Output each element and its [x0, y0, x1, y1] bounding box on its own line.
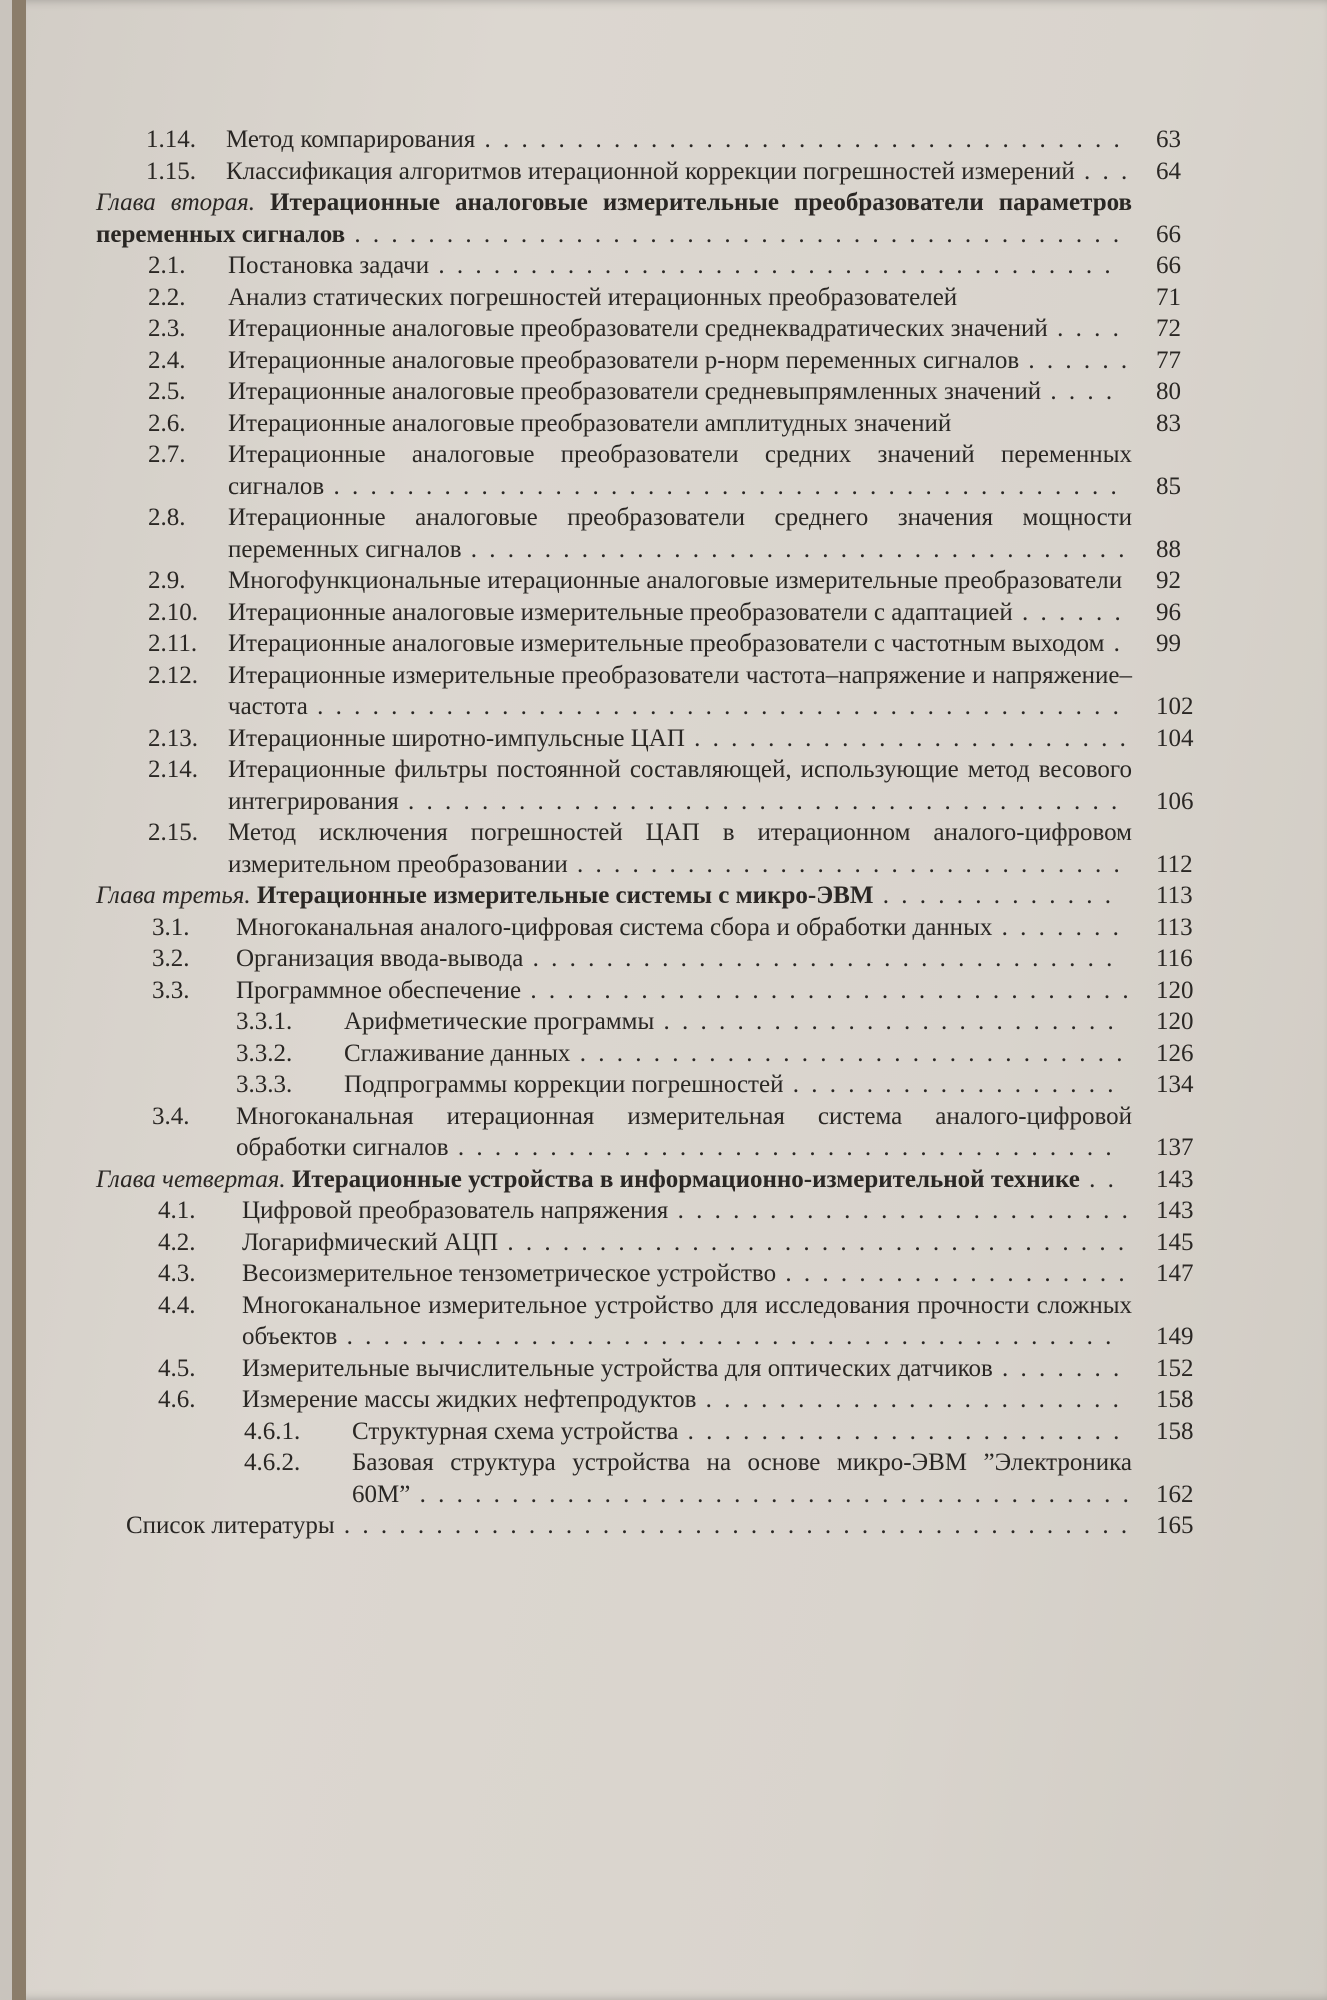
toc-entry: [96, 1384, 1208, 1416]
toc-entry: [96, 565, 1208, 597]
entry-title-block: [344, 1038, 1132, 1070]
entry-title: Итерационные аналоговые измерительные преобразователи с частотным выходом: [228, 630, 1105, 657]
toc-entry: [126, 1510, 1208, 1542]
entry-number: 3.1.: [152, 913, 190, 941]
entry-title-block: [236, 975, 1132, 1007]
page-number: 112: [1156, 850, 1193, 878]
entry-title-block: [242, 1195, 1132, 1227]
toc-entry: [96, 282, 1208, 314]
toc-entry: [96, 1353, 1208, 1385]
entry-number: 4.6.2.: [244, 1449, 301, 1476]
entry-title: Итерационные измерительные преобразователи частота–напряжение и напряжение–частота: [228, 661, 1132, 720]
entry-number: 2.15.: [148, 819, 198, 846]
page-number: 165: [1156, 1512, 1194, 1539]
toc-entry: [96, 187, 1208, 250]
entry-title-block: [228, 817, 1132, 880]
page-number: 66: [1156, 220, 1181, 248]
chapter-heading: [96, 187, 1132, 250]
toc-entry: [96, 723, 1208, 755]
page-number: 83: [1156, 409, 1181, 437]
dot-leader: . . . . . . . . . . . . . . . . . . . . . . . . . . . . . . . . . .: [498, 1228, 1128, 1256]
page-number: 64: [1156, 157, 1181, 185]
entry-number: 3.3.: [152, 976, 190, 1004]
entry-title-block: [228, 376, 1132, 408]
toc-entry: [96, 376, 1208, 408]
dot-leader: . . . . . . .: [992, 913, 1122, 941]
entry-title: Постановка задачи: [228, 252, 430, 279]
toc-entry: [96, 1164, 1208, 1196]
entry-title: Программное обеспечение: [236, 976, 522, 1004]
entry-title-block: [352, 1416, 1132, 1448]
entry-title: Логарифмический АЦП: [242, 1228, 499, 1256]
entry-title-block: [228, 313, 1132, 345]
toc-entry: [96, 660, 1208, 723]
entry-title-block: [228, 345, 1132, 377]
dot-leader: . . . . . . . . . . . . . . . . . . . . . . . . . . . . . . . . . . . .: [461, 535, 1128, 563]
page-number: 102: [1156, 693, 1194, 720]
entry-title-block: [126, 1510, 1132, 1542]
dot-leader: . . . . . . . . . . . . . . . . . . . . . . . . . . . . . . . . . . . . . . . . . .: [345, 220, 1123, 248]
entry-number: 3.2.: [152, 945, 190, 972]
entry-title-block: [242, 1384, 1132, 1416]
entry-title: Подпрограммы коррекции погрешностей: [344, 1071, 784, 1098]
dot-leader: . . . . . . . . . . . . . . . . . . . . . . . . . . . . . . . . . . . . .: [429, 252, 1114, 279]
toc-entry: [96, 975, 1208, 1007]
page-number: 96: [1156, 598, 1181, 626]
dot-leader: . . . . . . . . . . . . . . . . . . . . . . .: [696, 1386, 1122, 1413]
entry-title: Итерационные аналоговые преобразователи р-норм переменных сигналов: [228, 346, 1020, 374]
entry-number: 3.3.3.: [236, 1071, 293, 1098]
entry-title: Итерационные аналоговые преобразователи средневыпрямленных значений: [228, 378, 1042, 405]
entry-number: 2.6.: [148, 409, 186, 437]
dot-leader: . . . . . . . . . . . . . . . . . . . . . . . . . . . . . . . . .: [521, 976, 1132, 1004]
page-number: 106: [1156, 787, 1194, 815]
entry-title-block: [228, 597, 1132, 629]
entry-number: 2.2.: [148, 283, 186, 311]
entry-title: Базовая структура устройства на основе микро-ЭВМ ”Электроника 60М”: [352, 1449, 1132, 1508]
entry-title-block: [242, 1290, 1132, 1353]
entry-title-block: [228, 660, 1132, 723]
entry-title-block: [228, 502, 1132, 565]
dot-leader: . . . .: [1047, 315, 1122, 342]
dot-leader: . . . . . . . . . . . . . . . . . . . . . . . . .: [668, 1197, 1131, 1224]
entry-title: Весоизмерительное тензометрическое устройство: [242, 1260, 777, 1287]
entry-title: Многоканальная аналого-цифровая система сбора и обработки данных: [236, 913, 993, 941]
entry-title-block: [236, 912, 1132, 944]
dot-leader: . . . . . . . . . . . . . . . . . . . . . . . . . . . . . . . . . . . . . . .: [398, 787, 1121, 815]
entry-number: 4.4.: [158, 1291, 196, 1319]
entry-number: 2.14.: [148, 756, 198, 783]
entry-number: 2.11.: [148, 630, 198, 657]
entry-number: 2.10.: [148, 598, 198, 626]
toc-entry: [96, 628, 1208, 660]
entry-number: 3.4.: [152, 1102, 190, 1130]
toc-entry: [96, 1416, 1208, 1448]
entry-title: Многоканальная итерационная измерительная система аналого-цифровой обработки сигналов: [236, 1102, 1132, 1161]
toc-entry: [96, 880, 1208, 912]
page-number: 92: [1156, 567, 1181, 594]
entry-title-block: [352, 1447, 1132, 1510]
entry-title-block: [228, 565, 1132, 597]
entry-number: 3.3.1.: [236, 1008, 293, 1035]
page-number: 113: [1156, 913, 1193, 941]
entry-title-block: [242, 1258, 1132, 1290]
entry-title: Итерационные аналоговые преобразователи среднего значения мощности переменных сигналов: [228, 504, 1132, 563]
chapter-label: Глава третья.: [96, 882, 251, 909]
entry-title: Метод исключения погрешностей ЦАП в итерационном аналого-цифровом измерительном преобразовании: [228, 819, 1132, 878]
entry-title-block: [242, 1353, 1132, 1385]
page-number: 72: [1156, 315, 1181, 342]
toc-entry: [96, 912, 1208, 944]
dot-leader: . . . . . . . . . . . . . . . . . . . . . . . . . . . . . . . . . . . . . . . . . . .: [334, 1512, 1131, 1539]
entry-number: 2.8.: [148, 504, 186, 531]
dot-leader: .: [1104, 630, 1123, 657]
entry-title-block: [242, 1227, 1132, 1259]
entry-number: 4.5.: [158, 1354, 196, 1382]
entry-number: 2.13.: [148, 724, 198, 752]
toc-entry: [96, 439, 1208, 502]
page-number: 77: [1156, 346, 1181, 374]
table-of-contents: [96, 124, 1208, 1542]
entry-title-block: [226, 124, 1132, 156]
entry-title: Организация ввода-вывода: [236, 945, 524, 972]
chapter-heading: [96, 1164, 1132, 1196]
entry-number: 3.3.2.: [236, 1039, 293, 1067]
dot-leader: . . . . . . . . . . . . . . . . . . . . . . . . . . . . . .: [570, 1039, 1126, 1067]
toc-entry: [96, 1038, 1208, 1070]
page-number: 99: [1156, 630, 1181, 657]
toc-entry: [96, 408, 1208, 440]
page-number: 85: [1156, 472, 1181, 500]
page-edge: [12, 0, 26, 2000]
chapter-label: Глава вторая.: [96, 189, 256, 216]
page-number: 149: [1156, 1323, 1194, 1350]
toc-entry: [96, 156, 1208, 188]
page-number: 145: [1156, 1228, 1194, 1256]
book-page: [12, 0, 1327, 2000]
page-number: 120: [1156, 976, 1194, 1004]
entry-title-block: [344, 1006, 1132, 1038]
dot-leader: . . . . . . . . . . . . . . . . . . . . . . . . . . . . . . . .: [523, 945, 1116, 972]
toc-entry: [96, 1195, 1208, 1227]
page-number: 147: [1156, 1260, 1194, 1287]
dot-leader: . . . . . . . . . . . . . . . . . . . . . . . . . . . . . . . . . . . .: [448, 1134, 1115, 1161]
dot-leader: . . . . . . . . . . . . . . . . . . .: [776, 1260, 1128, 1287]
entry-title-block: [228, 439, 1132, 502]
toc-entry: [96, 250, 1208, 282]
entry-title-block: [236, 943, 1132, 975]
toc-entry: [96, 1258, 1208, 1290]
entry-title: Итерационные аналоговые преобразователи среднеквадратических значений: [228, 315, 1048, 342]
toc-entry: [96, 943, 1208, 975]
toc-entry: [96, 1290, 1208, 1353]
entry-number: 2.1.: [148, 252, 186, 279]
toc-entry: [96, 817, 1208, 880]
page-number: 162: [1156, 1480, 1194, 1508]
dot-leader: . . . . . . . . . . . . . . . . . . . . . . . . . . . . . . . . . . .: [475, 126, 1123, 153]
entry-title: Измерительные вычислительные устройства для оптических датчиков: [242, 1354, 993, 1382]
page-number: 134: [1156, 1071, 1194, 1098]
page-number: 158: [1156, 1417, 1194, 1445]
page-number: 137: [1156, 1134, 1194, 1161]
page-number: 126: [1156, 1039, 1194, 1067]
dot-leader: . . . . . . . . . . . . . . . . . . . . . . . .: [684, 724, 1129, 752]
entry-number: 4.2.: [158, 1228, 196, 1256]
toc-entry: [96, 345, 1208, 377]
page-number: 104: [1156, 724, 1194, 752]
dot-leader: . . . . . . . . . . . . . . . . . . . . . . . . . . . . . . . . . . . . . . . . . . .: [324, 472, 1120, 500]
entry-title-block: [228, 628, 1132, 660]
entry-title-block: [236, 1101, 1132, 1164]
entry-title-block: [228, 408, 1132, 440]
entry-number: 1.14.: [146, 126, 196, 153]
dot-leader: . . . . . . . . . . . . . . . . . . . . . . . . .: [654, 1008, 1117, 1035]
dot-leader: . . . . . . . . . . . . .: [873, 882, 1114, 909]
entry-number: 4.6.: [158, 1386, 196, 1413]
entry-title-block: [226, 156, 1132, 188]
page-number: 152: [1156, 1354, 1194, 1382]
chapter-heading: [96, 880, 1132, 912]
entry-number: 2.4.: [148, 346, 186, 374]
entry-title: Многоканальное измерительное устройство для исследования прочности сложных объектов: [242, 1291, 1132, 1350]
toc-entry: [96, 1227, 1208, 1259]
chapter-title: Итерационные измерительные системы с микро-ЭВМ: [256, 882, 874, 909]
toc-entry: [96, 124, 1208, 156]
entry-number: 2.9.: [148, 567, 186, 594]
toc-entry: [96, 754, 1208, 817]
toc-entry: [96, 313, 1208, 345]
entry-number: 4.1.: [158, 1197, 196, 1224]
entry-title: Сглаживание данных: [344, 1039, 571, 1067]
dot-leader: . . . . . . . . . . . . . . . . . . . . . . . . . . . . . .: [567, 850, 1123, 878]
dot-leader: . . . . . . . . . . . . . . . . . . . . . . . . . . . . . . . . . . . . . . .: [410, 1480, 1132, 1508]
toc-entry: [96, 1101, 1208, 1164]
page-number: 120: [1156, 1008, 1194, 1035]
page-number: 143: [1156, 1197, 1194, 1224]
entry-number: 2.5.: [148, 378, 186, 405]
page-number: 80: [1156, 378, 1181, 405]
dot-leader: . .: [1079, 1165, 1117, 1193]
page-number: 116: [1156, 945, 1193, 972]
entry-title: Анализ статических погрешностей итерационных преобразователей: [228, 283, 958, 311]
toc-entry: [96, 502, 1208, 565]
chapter-label: Глава четвертая.: [96, 1165, 286, 1193]
entry-title: Итерационные аналоговые преобразователи средних значений переменных сигналов: [228, 441, 1132, 500]
page-number: 113: [1156, 882, 1193, 909]
page-number: 158: [1156, 1386, 1194, 1413]
dot-leader: . . . . . . . . . . . . . . . . . . . . . . . . . . . . . . . . . . . . . . . . . . . .: [307, 693, 1122, 720]
entry-title-block: [344, 1069, 1132, 1101]
entry-title-block: [228, 723, 1132, 755]
entry-title: Измерение массы жидких нефтепродуктов: [242, 1386, 697, 1413]
entry-title: Итерационные широтно-импульсные ЦАП: [228, 724, 685, 752]
entry-title-block: [228, 282, 1132, 314]
dot-leader: . . . . . . . . . . . . . . . . . . . . . . . .: [678, 1417, 1123, 1445]
page-number: 66: [1156, 252, 1181, 279]
entry-title-block: [228, 754, 1132, 817]
entry-title: Метод компарирования: [226, 126, 476, 153]
toc-entry: [96, 1447, 1208, 1510]
page-number: 71: [1156, 283, 1181, 311]
entry-title: Цифровой преобразователь напряжения: [242, 1197, 669, 1224]
entry-number: 2.3.: [148, 315, 186, 342]
entry-title: Итерационные аналоговые измерительные преобразователи с адаптацией: [228, 598, 1013, 626]
dot-leader: . . . .: [1041, 378, 1116, 405]
dot-leader: . . . . . .: [1012, 598, 1124, 626]
page-number: 88: [1156, 535, 1181, 563]
toc-entry: [96, 597, 1208, 629]
entry-number: 4.3.: [158, 1260, 196, 1287]
dot-leader: . . . . . . .: [992, 1354, 1123, 1382]
entry-title: Структурная схема устройства: [352, 1417, 679, 1445]
entry-title: Арифметические программы: [344, 1008, 655, 1035]
page-number: 63: [1156, 126, 1181, 153]
dot-leader: . . . . . . . . . . . . . . . . . . . . . . . . . . . . . . . . . . . . . . . . . .: [337, 1323, 1115, 1350]
chapter-title: Итерационные аналоговые измерительные преобразователи параметров переменных сигналов: [96, 189, 1132, 248]
entry-title: Многофункциональные итерационные аналоговые измерительные преобразователи: [228, 567, 1123, 594]
dot-leader: . . . . . . . . . . . . . . . . . .: [783, 1071, 1117, 1098]
entry-title: Итерационные фильтры постоянной составляющей, использующие метод весового интегрирования: [228, 756, 1132, 815]
chapter-title: Итерационные устройства в информационно-измерительной технике: [291, 1165, 1080, 1193]
page-number: 143: [1156, 1165, 1194, 1193]
toc-entry: [96, 1069, 1208, 1101]
entry-number: 4.6.1.: [244, 1417, 301, 1445]
entry-title: Итерационные аналоговые преобразователи амплитудных значений: [228, 409, 952, 437]
entry-number: 2.7.: [148, 441, 186, 468]
entry-number: 1.15.: [146, 157, 196, 185]
dot-leader: . . .: [1074, 157, 1131, 185]
entry-title-block: [228, 250, 1132, 282]
dot-leader: . . . . . .: [1019, 346, 1131, 374]
toc-entry: [96, 1006, 1208, 1038]
entry-number: 2.12.: [148, 661, 198, 689]
entry-title: Список литературы: [126, 1512, 335, 1539]
entry-title: Классификация алгоритмов итерационной коррекции погрешностей измерений: [226, 157, 1075, 185]
